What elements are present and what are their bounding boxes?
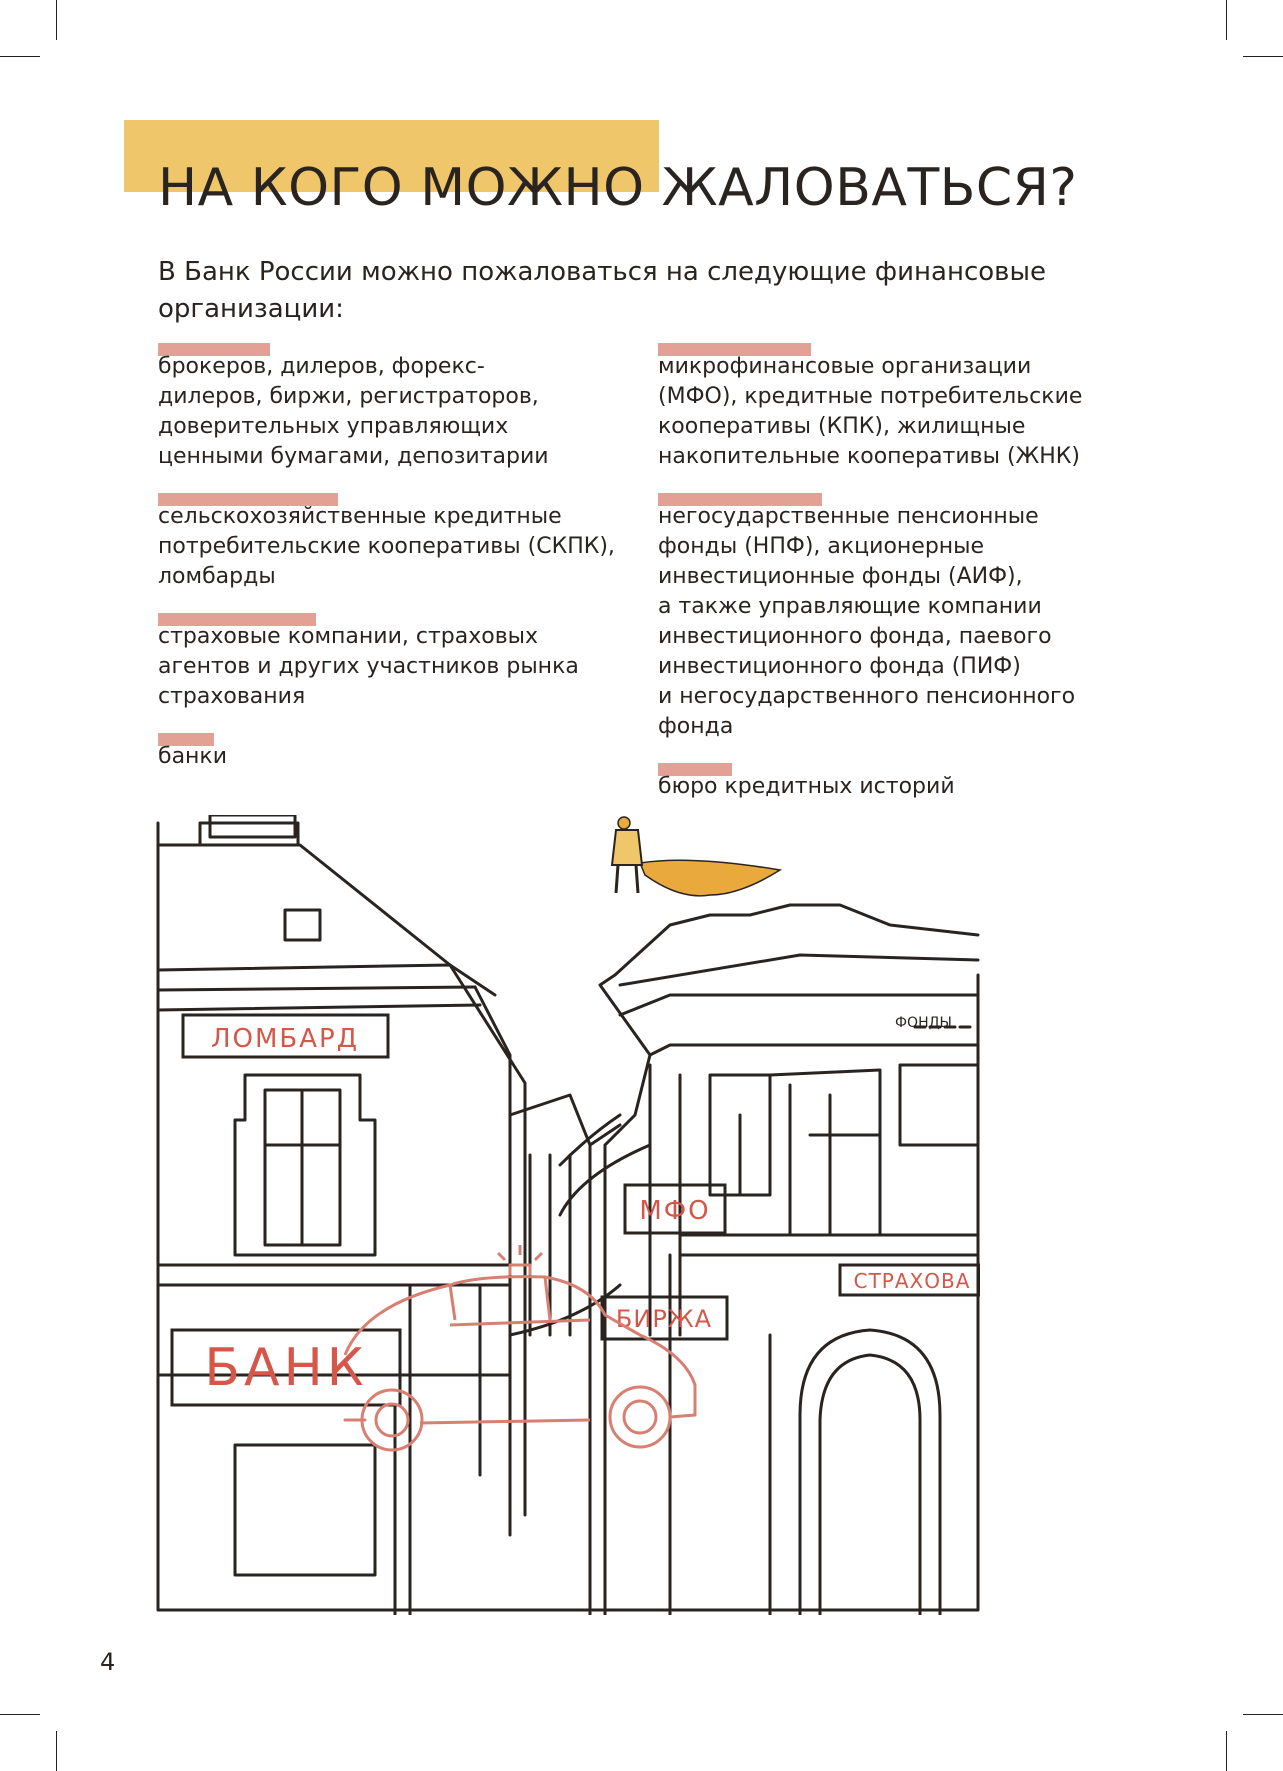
- crop-mark: [1243, 1714, 1283, 1715]
- left-roof: [158, 845, 450, 970]
- list-item-text: микрофинансовые организации (МФО), кредитные потребительские кооперативы (КПК), жилищные накопительные кооперативы (ЖНК): [658, 354, 1083, 469]
- crop-mark: [56, 0, 57, 40]
- intro-text: В Банк России можно пожаловаться на следующие финансовые организации:: [158, 257, 1047, 324]
- frame: [158, 823, 978, 1610]
- list-item-text: брокеров, дилеров, форекс- дилеров, биржи, регистраторов, доверительных управляющих ценными бумагами, депозитарии: [158, 354, 549, 469]
- hero-figure: [612, 817, 780, 896]
- crop-mark: [56, 1731, 57, 1771]
- list-item-text: бюро кредитных историй: [658, 774, 955, 799]
- crop-mark: [1243, 56, 1283, 57]
- sign-birzha: БИРЖА: [615, 1305, 713, 1333]
- crop-mark: [0, 56, 40, 57]
- sign-lombard: ЛОМБАРД: [210, 1024, 360, 1054]
- crop-mark: [1226, 0, 1227, 40]
- crop-mark: [0, 1714, 40, 1715]
- list-item: [158, 742, 638, 772]
- list-item-text: банки: [158, 744, 228, 769]
- list-item: [158, 352, 638, 472]
- list-item: [158, 622, 638, 712]
- crop-mark: [1226, 1731, 1227, 1771]
- list-item: [158, 502, 638, 592]
- car: [345, 1245, 695, 1450]
- street-illustration: [150, 815, 980, 1615]
- page-title: НА КОГО МОЖНО ЖАЛОВАТЬСЯ?: [158, 158, 1078, 218]
- list-item: [658, 772, 1178, 802]
- list-item: [658, 352, 1178, 472]
- list-item: [658, 502, 1178, 742]
- list-item-text: страховые компании, страховых агентов и других участников рынка страхования: [158, 624, 579, 709]
- sign-bank: БАНК: [204, 1338, 368, 1398]
- sign-mfo: МФО: [639, 1196, 711, 1226]
- sign-strakhova: СТРАХОВА: [853, 1269, 971, 1293]
- sign-fonds: ФОНДЫ: [895, 1015, 952, 1031]
- list-item-text: негосударственные пенсионные фонды (НПФ), акционерные инвестиционные фонды (АИФ), а также управляющие компании инвестиционного фонда, паевого инвестиционного фонда (ПИФ) и негосударственного пенсионного фонда: [658, 504, 1076, 739]
- page-number: 4: [100, 1648, 116, 1676]
- list-item-text: сельскохозяйственные кредитные потребительские кооперативы (СКПК), ломбарды: [158, 504, 615, 589]
